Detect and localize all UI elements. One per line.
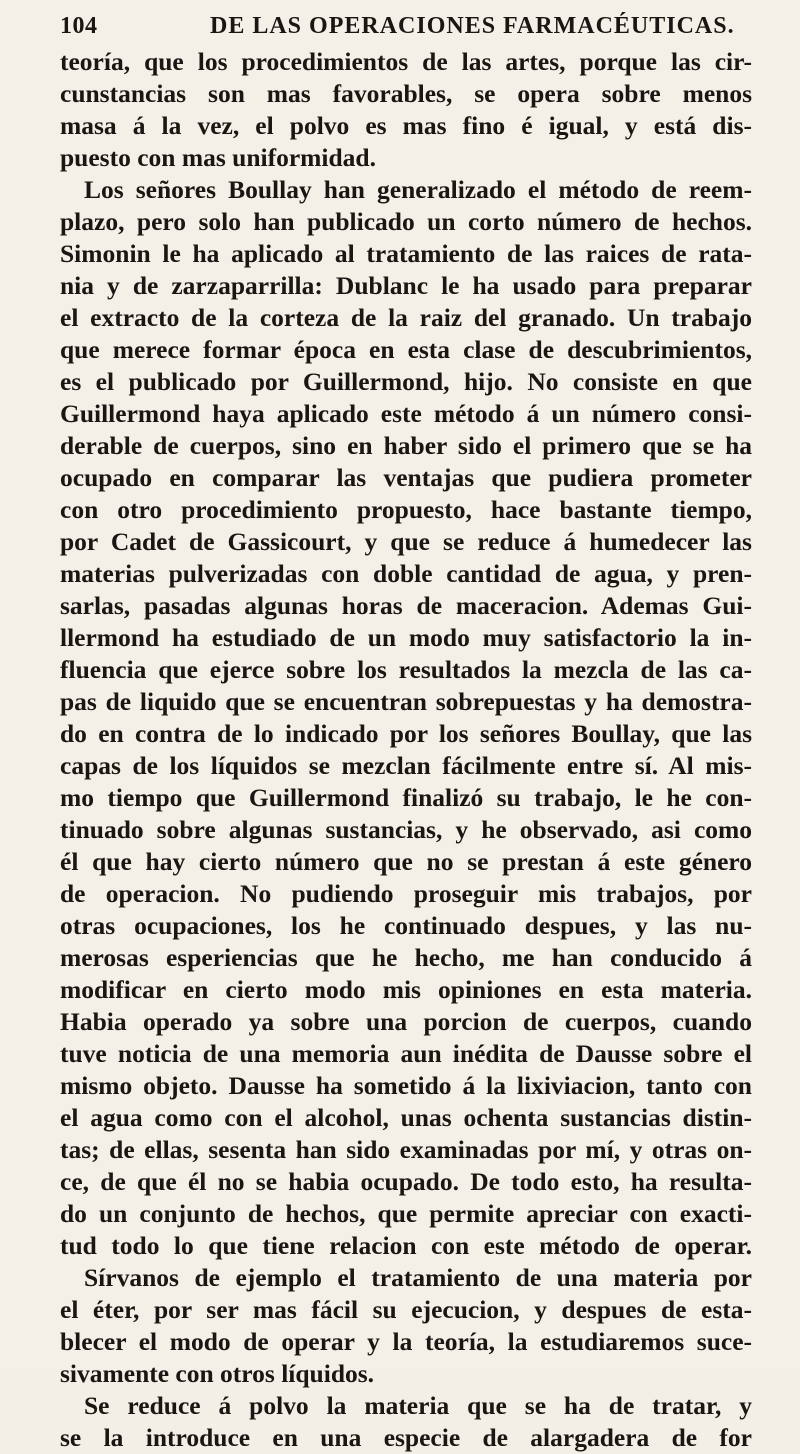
text-line: Se reduce á polvo la materia que se ha de tratar, y (84, 1391, 752, 1420)
text-line: Guillermond haya aplicado este método á un número consi- (60, 399, 752, 428)
text-line: capas de los líquidos se mezclan fácilmente entre sí. Al mis- (60, 751, 752, 780)
text-line: se la introduce en una especie de alargadera de for (60, 1423, 752, 1452)
text-line: Simonin le ha aplicado al tratamiento de las raices de rata- (60, 239, 752, 268)
text-line: ocupado en comparar las ventajas que pudiera prometer (60, 463, 752, 492)
text-line: cunstancias son mas favorables, se opera sobre menos (60, 79, 752, 108)
text-line: modificar en cierto modo mis opiniones en esta materia. (60, 975, 752, 1004)
text-line: nia y de zarzaparrilla: Dublanc le ha usado para preparar (60, 271, 752, 300)
page-number: 104 (60, 13, 98, 39)
text-line: de operacion. No pudiendo proseguir mis trabajos, por (60, 879, 752, 908)
body-text (60, 46, 752, 1454)
text-line: derable de cuerpos, sino en haber sido el primero que se ha (60, 431, 752, 460)
text-line: el extracto de la corteza de la raiz del granado. Un trabajo (60, 303, 752, 332)
text-line: mismo objeto. Dausse ha sometido á la lixiviacion, tanto con (60, 1071, 752, 1100)
text-line: plazo, pero solo han publicado un corto número de hechos. (60, 207, 752, 236)
text-line: por Cadet de Gassicourt, y que se reduce á humedecer las (60, 527, 752, 556)
running-title: DE LAS OPERACIONES FARMACÉUTICAS. (210, 13, 735, 39)
text-line: otras ocupaciones, los he continuado despues, y las nu- (60, 911, 752, 940)
text-line: sivamente con otros líquidos. (60, 1359, 375, 1388)
text-line: Sírvanos de ejemplo el tratamiento de una materia por (84, 1263, 752, 1292)
text-line: pas de liquido que se encuentran sobrepuestas y ha demostra- (60, 687, 752, 716)
text-line: teoría, que los procedimientos de las artes, porque las cir- (60, 47, 752, 76)
text-line: sarlas, pasadas algunas horas de maceracion. Ademas Gui- (60, 591, 752, 620)
text-line: él que hay cierto número que no se prestan á este género (60, 847, 752, 876)
text-line: tas; de ellas, sesenta han sido examinadas por mí, y otras on- (60, 1135, 752, 1164)
text-line: tud todo lo que tiene relacion con este método de operar. (60, 1231, 752, 1260)
text-line: Los señores Boullay han generalizado el método de reem- (84, 175, 752, 204)
text-line: el éter, por ser mas fácil su ejecucion, y despues de esta- (60, 1295, 752, 1324)
text-line: ce, de que él no se habia ocupado. De todo esto, ha resulta- (60, 1167, 752, 1196)
text-line: blecer el modo de operar y la teoría, la estudiaremos suce- (60, 1327, 752, 1356)
text-line: mo tiempo que Guillermond finalizó su trabajo, le he con- (60, 783, 752, 812)
text-line: merosas esperiencias que he hecho, me han conducido á (60, 943, 752, 972)
text-line: llermond ha estudiado de un modo muy satisfactorio la in- (60, 623, 752, 652)
text-line: tinuado sobre algunas sustancias, y he observado, asi como (60, 815, 752, 844)
text-line: Habia operado ya sobre una porcion de cuerpos, cuando (60, 1007, 752, 1036)
text-line: fluencia que ejerce sobre los resultados la mezcla de las ca- (60, 655, 752, 684)
text-line: el agua como con el alcohol, unas ochenta sustancias distin- (60, 1103, 752, 1132)
text-line: con otro procedimiento propuesto, hace bastante tiempo, (60, 495, 752, 524)
text-line: puesto con mas uniformidad. (60, 143, 376, 172)
text-line: materias pulverizadas con doble cantidad de agua, y pren- (60, 559, 752, 588)
text-line: que merece formar época en esta clase de descubrimientos, (60, 335, 752, 364)
text-line: do un conjunto de hechos, que permite apreciar con exacti- (60, 1199, 752, 1228)
text-line: masa á la vez, el polvo es mas fino é igual, y está dis- (60, 111, 752, 140)
running-head (60, 6, 740, 46)
text-line: tuve noticia de una memoria aun inédita de Dausse sobre el (60, 1039, 752, 1068)
text-line: do en contra de lo indicado por los señores Boullay, que las (60, 719, 752, 748)
text-line: es el publicado por Guillermond, hijo. No consiste en que (60, 367, 752, 396)
